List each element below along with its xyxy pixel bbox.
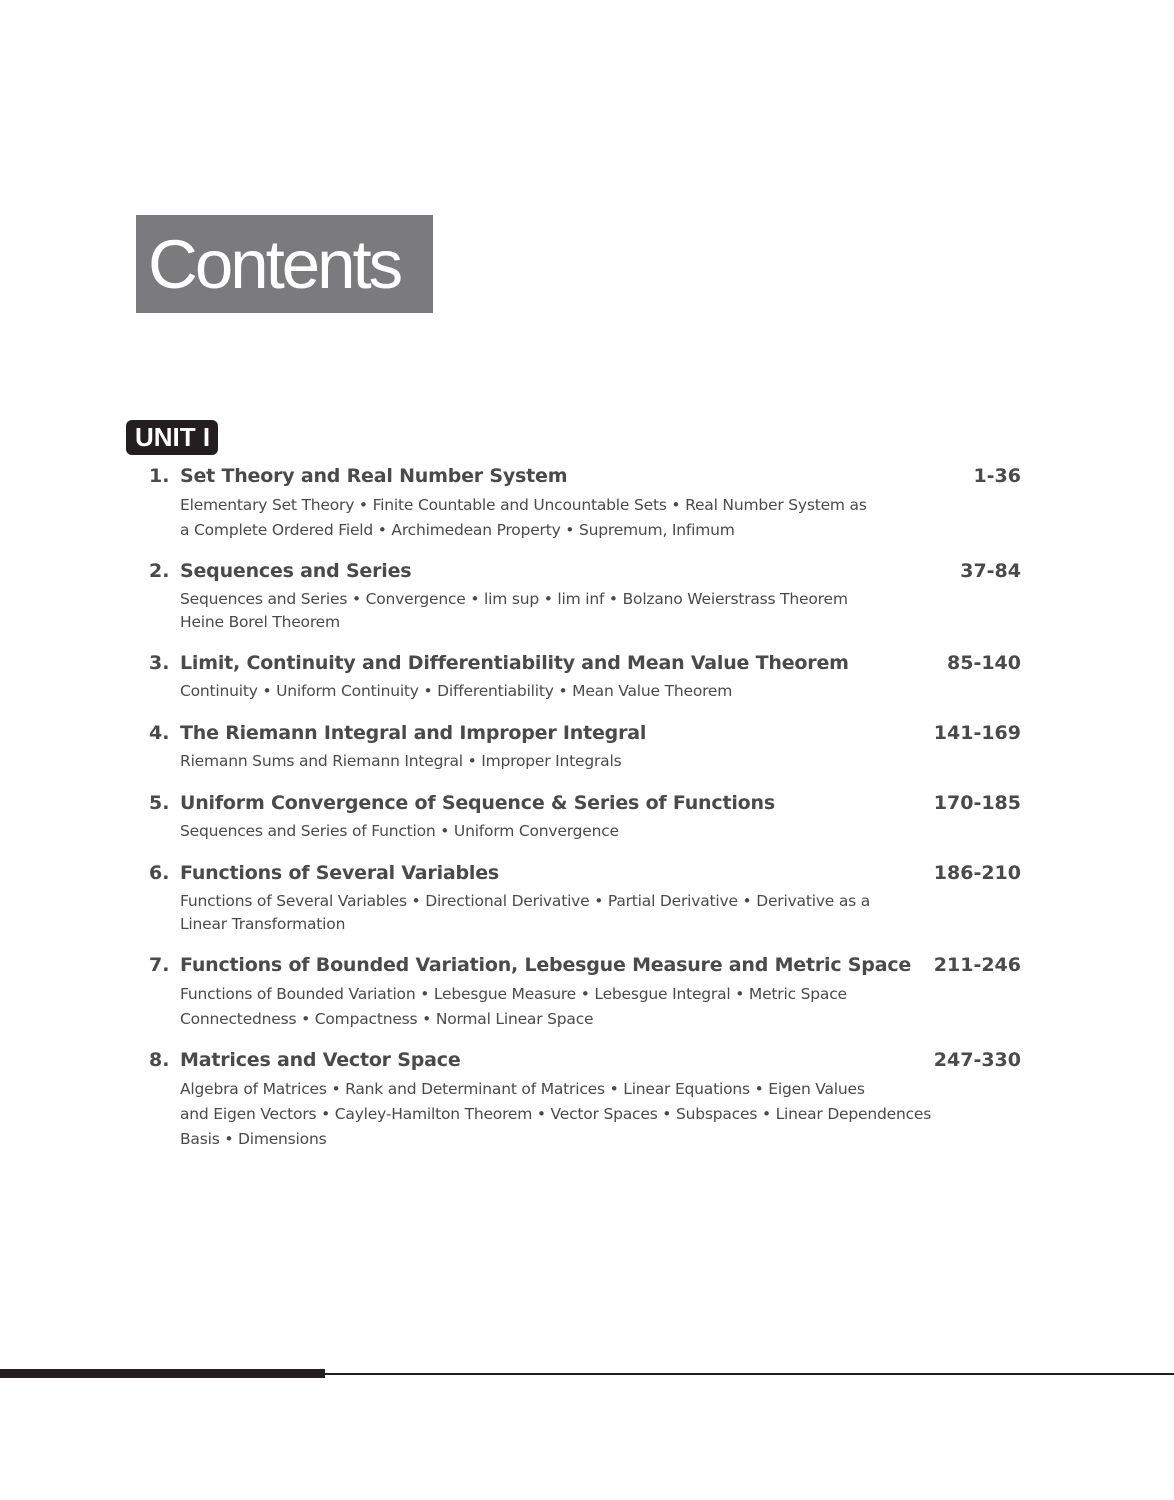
chapter-title: The Riemann Integral and Improper Integral bbox=[180, 722, 647, 744]
topic-line: Linear Transformation bbox=[180, 915, 346, 933]
chapter-title: Limit, Continuity and Differentiability and Mean Value Theorem bbox=[180, 652, 849, 674]
topic-line: a Complete Ordered Field • Archimedean Property • Supremum, Infimum bbox=[180, 521, 735, 539]
topic-line: Basis • Dimensions bbox=[180, 1130, 327, 1148]
chapter-title: Sequences and Series bbox=[180, 560, 412, 582]
footer-rule-thick bbox=[0, 1369, 325, 1378]
unit-badge: UNIT I bbox=[126, 420, 218, 455]
chapter-number: 1. bbox=[149, 465, 170, 487]
topic-line: Connectedness • Compactness • Normal Linear Space bbox=[180, 1010, 594, 1028]
footer-rule-thin bbox=[325, 1373, 1174, 1375]
chapter-title: Functions of Several Variables bbox=[180, 862, 500, 884]
page-range: 186-210 bbox=[933, 862, 1021, 884]
chapter-number: 7. bbox=[149, 954, 170, 976]
chapter-number: 4. bbox=[149, 722, 170, 744]
page-range: 85-140 bbox=[947, 652, 1021, 674]
chapter-title: Set Theory and Real Number System bbox=[180, 465, 568, 487]
topic-line: Heine Borel Theorem bbox=[180, 613, 340, 631]
topic-line: Functions of Several Variables • Directional Derivative • Partial Derivative • Derivative as a bbox=[180, 892, 871, 910]
chapter-title: Uniform Convergence of Sequence & Series of Functions bbox=[180, 792, 775, 814]
chapter-title: Functions of Bounded Variation, Lebesgue Measure and Metric Space bbox=[180, 954, 912, 976]
chapter-topics bbox=[180, 890, 920, 936]
topic-line: Continuity • Uniform Continuity • Differentiability • Mean Value Theorem bbox=[180, 682, 733, 700]
page-range: 170-185 bbox=[933, 792, 1021, 814]
chapter-topics bbox=[180, 982, 920, 1032]
page-title: Contents bbox=[148, 226, 401, 303]
chapter-topics bbox=[180, 1077, 932, 1152]
chapter-topics bbox=[180, 750, 920, 773]
chapter-number: 2. bbox=[149, 560, 170, 582]
page-range: 141-169 bbox=[933, 722, 1021, 744]
topic-line: Sequences and Series of Function • Uniform Convergence bbox=[180, 822, 619, 840]
chapter-number: 6. bbox=[149, 862, 170, 884]
chapter-number: 3. bbox=[149, 652, 170, 674]
chapter-number: 8. bbox=[149, 1049, 170, 1071]
chapter-title: Matrices and Vector Space bbox=[180, 1049, 461, 1071]
page-range: 1-36 bbox=[973, 465, 1021, 487]
chapter-topics bbox=[180, 680, 920, 703]
topic-line: and Eigen Vectors • Cayley-Hamilton Theorem • Vector Spaces • Subspaces • Linear Dependences bbox=[180, 1105, 932, 1123]
chapter-topics bbox=[180, 820, 920, 843]
topic-line: Functions of Bounded Variation • Lebesgue Measure • Lebesgue Integral • Metric Space bbox=[180, 985, 847, 1003]
chapter-topics bbox=[180, 493, 920, 543]
page-range: 247-330 bbox=[933, 1049, 1021, 1071]
page-range: 37-84 bbox=[960, 560, 1021, 582]
topic-line: Riemann Sums and Riemann Integral • Improper Integrals bbox=[180, 752, 622, 770]
topic-line: Elementary Set Theory • Finite Countable and Uncountable Sets • Real Number System as bbox=[180, 496, 867, 514]
chapter-number: 5. bbox=[149, 792, 170, 814]
page-range: 211-246 bbox=[933, 954, 1021, 976]
topic-line: Algebra of Matrices • Rank and Determinant of Matrices • Linear Equations • Eigen Values bbox=[180, 1080, 865, 1098]
topic-line: Sequences and Series • Convergence • lim sup • lim inf • Bolzano Weierstrass Theorem bbox=[180, 590, 848, 608]
chapter-topics bbox=[180, 588, 920, 634]
